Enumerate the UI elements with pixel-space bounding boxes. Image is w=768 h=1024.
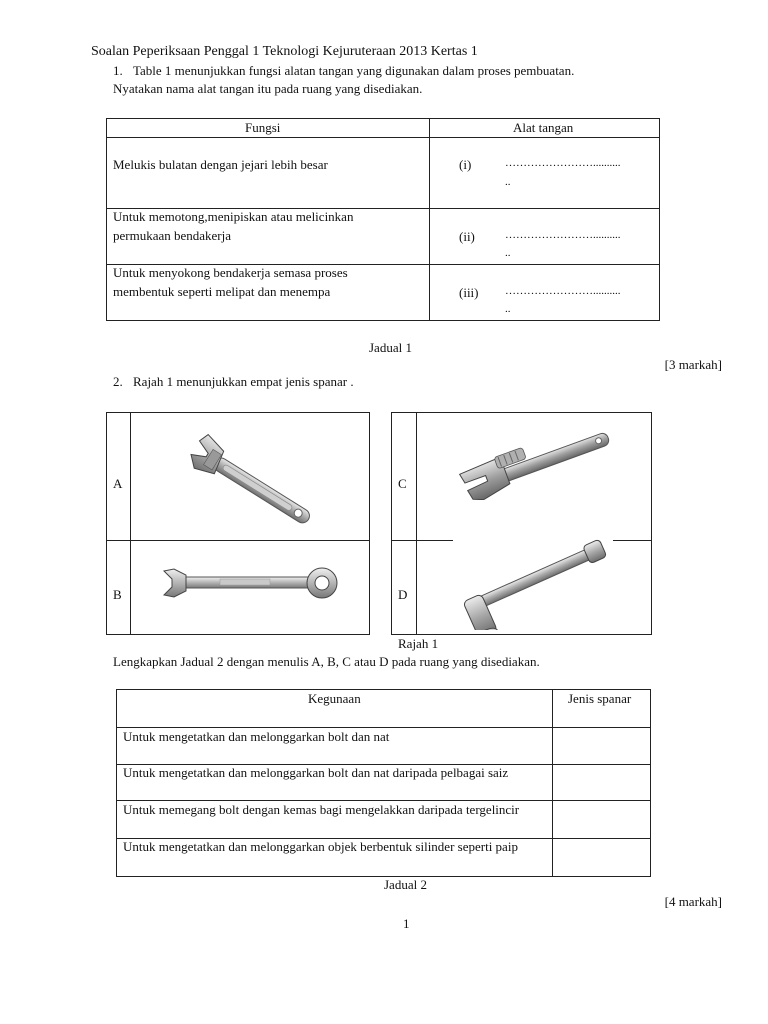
table2-row2-kegunaan: Untuk mengetatkan dan melonggarkan bolt dan nat daripada pelbagai saiz bbox=[123, 765, 509, 780]
table1-row3-fungsi-l1: Untuk menyokong bendakerja semasa proses bbox=[113, 265, 348, 280]
l-socket-wrench-image bbox=[445, 535, 615, 630]
table1-caption: Jadual 1 bbox=[369, 340, 412, 355]
table2-header-jenis: Jenis spanar bbox=[568, 691, 632, 706]
table1-row1-answer-blank-cont: .. bbox=[505, 176, 511, 188]
table1-row2-fungsi-l1: Untuk memotong,menipiskan atau melicinkan bbox=[113, 209, 354, 224]
q1-marks: [3 markah] bbox=[664, 357, 722, 372]
table1-row2-fungsi-l2: permukaan bendakerja bbox=[113, 228, 232, 243]
q2-number: 2. bbox=[113, 374, 123, 389]
q2-intro: Rajah 1 menunjukkan empat jenis spanar . bbox=[133, 374, 354, 389]
table1-row2-answer-blank[interactable]: …………………….......... bbox=[505, 229, 621, 241]
page-number: 1 bbox=[403, 916, 410, 931]
table1-row2-roman: (ii) bbox=[459, 229, 475, 244]
q2-instruction: Lengkapkan Jadual 2 dengan menulis A, B, C atau D pada ruang yang disediakan. bbox=[113, 654, 540, 669]
table2-row1-answer-cell[interactable] bbox=[553, 728, 650, 763]
table1-row1-answer-blank[interactable]: …………………….......... bbox=[505, 157, 621, 169]
label-d: D bbox=[398, 587, 408, 602]
table1-row3-answer-blank[interactable]: …………………….......... bbox=[505, 285, 621, 297]
label-c: C bbox=[398, 476, 407, 491]
q2-marks: [4 markah] bbox=[664, 894, 722, 909]
table1-row3-roman: (iii) bbox=[459, 285, 479, 300]
table1-header-alat: Alat tangan bbox=[513, 120, 574, 135]
table2-row1-kegunaan: Untuk mengetatkan dan melonggarkan bolt dan nat bbox=[123, 729, 390, 744]
table1-row2-answer-blank-cont: .. bbox=[505, 247, 511, 259]
pipe-wrench-image bbox=[455, 430, 615, 500]
label-b: B bbox=[113, 587, 122, 602]
adjustable-wrench-image bbox=[180, 428, 325, 528]
label-a: A bbox=[113, 476, 123, 491]
table2-row3-answer-cell[interactable] bbox=[553, 801, 650, 837]
q1-line2: Nyatakan nama alat tangan itu pada ruang yang disediakan. bbox=[113, 81, 423, 96]
table1-row1-fungsi: Melukis bulatan dengan jejari lebih besar bbox=[113, 157, 328, 172]
table2-row4-answer-cell[interactable] bbox=[553, 839, 650, 876]
table2-caption: Jadual 2 bbox=[384, 877, 427, 892]
figure-caption: Rajah 1 bbox=[398, 636, 439, 651]
q1-line1: Table 1 menunjukkan fungsi alatan tangan yang digunakan dalam proses pembuatan. bbox=[133, 63, 575, 78]
table1-header-fungsi: Fungsi bbox=[245, 120, 281, 135]
page-title: Soalan Peperiksaan Penggal 1 Teknologi Kejuruteraan 2013 Kertas 1 bbox=[91, 44, 478, 59]
table2-row3-kegunaan: Untuk memegang bolt dengan kemas bagi mengelakkan daripada tergelincir bbox=[123, 802, 520, 817]
table2-row4-kegunaan: Untuk mengetatkan dan melonggarkan objek berbentuk silinder seperti paip bbox=[123, 839, 518, 854]
table2-row2-answer-cell[interactable] bbox=[553, 765, 650, 799]
table1-row3-answer-blank-cont: .. bbox=[505, 303, 511, 315]
q1-number: 1. bbox=[113, 63, 123, 78]
table1-row3-fungsi-l2: membentuk seperti melipat dan menempa bbox=[113, 284, 331, 299]
table1-row1-roman: (i) bbox=[459, 157, 472, 172]
table2-header-kegunaan: Kegunaan bbox=[308, 691, 361, 706]
combination-wrench-image bbox=[160, 565, 340, 601]
